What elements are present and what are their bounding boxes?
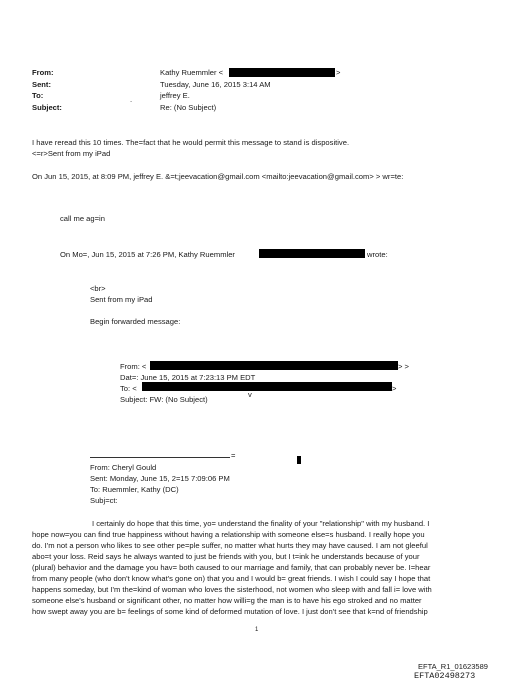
orig-from: From: Cheryl Gould [90,463,157,472]
subject-value: Re: (No Subject) [160,103,217,112]
stray-v: v [248,390,252,399]
fwd-to-suffix: > [392,384,397,393]
quote-header: On Jun 15, 2015, at 8:09 PM, jeffrey E. &=t;jeevacation@gmail.com <mailto:jeevacation@gmail.com> > wr=te: [32,172,404,181]
footer-id-2: EFTA02498273 [414,671,476,681]
page-number: 1 [255,627,259,633]
to-value: jeffrey E. [160,91,190,100]
letter-line: (plural) behavior and the damage you hav= both caused to our marriage and family, that can probably never be. I=hear [32,563,431,572]
sent-label: Sent: [32,80,51,89]
fwd-from: From: < [120,362,147,371]
redaction-mark [297,456,301,464]
letter-line: I certainly do hope that this time, yo= understand the finality of your "relationship" with my husband. I [92,519,430,528]
letter-line: abo=t your loss. Reid says he always wanted to just be friends with you, but I t=ink he understands because of your [32,552,420,561]
sent-from-ipad: Sent from my iPad [90,295,153,304]
quote-header-2: On Mo=, Jun 15, 2015 at 7:26 PM, Kathy Ruemmler [60,250,235,259]
br-tag: <br> [90,284,106,293]
fwd-date: Dat=: June 15, 2015 at 7:23:13 PM EDT [120,373,256,382]
sent-value: Tuesday, June 16, 2015 3:14 AM [160,80,271,89]
letter-line: someone else's husband or significant other, no matter how willi=g the man is to have his ego stroked and no matter [32,596,422,605]
fwd-subject: Subject: FW: (No Subject) [120,395,208,404]
from-label: From: [32,68,54,77]
orig-sent: Sent: Monday, June 15, 2=15 7:09:06 PM [90,474,230,483]
call-me-line: call me ag=in [60,214,105,223]
divider-line [90,457,230,458]
begin-forwarded: Begin forwarded message: [90,317,181,326]
fwd-to: To: < [120,384,137,393]
from-value: Kathy Ruemmler < [160,68,224,77]
letter-line: happens someday, but I'm the=kind of woman who loves the sisterhood, not women who sleep with and fall i= love with [32,585,432,594]
redaction-bar [229,68,335,77]
to-label: To: [32,91,44,100]
body-line-2: <=r>Sent from my iPad [32,149,111,158]
divider-eq: = [231,451,236,460]
from-suffix: > [336,68,341,77]
body-line-1: I have reread this 10 times. The=fact that he would permit this message to stand is dispositive. [32,138,350,147]
redaction-bar [259,249,365,258]
fwd-from-suffix: > > [398,362,409,371]
orig-subject: Subj=ct: [90,496,118,505]
letter-line: do. I'm not a person who likes to see other pe=ple suffer, no matter what hurts they may have caused. I am not gleeful [32,541,428,550]
letter-line: how swept away you are b= feelings of some kind of deformed mutation of love. I just don't see that k=nd of friendship [32,607,428,616]
redaction-bar [142,382,392,391]
subject-label: Subject: [32,103,62,112]
stray-dot: . [130,95,133,104]
orig-to: To: Ruemmler, Kathy (DC) [90,485,179,494]
redaction-bar [150,361,398,370]
letter-line: hope now=you can find true happiness without having a relationship with someone else=s husband. I really hope you [32,530,425,539]
quote-header-2-suffix: wrote: [367,250,388,259]
letter-line: from many people (who don't know what's gone on) that you and I would b= great friends. I wish I could say I hope that [32,574,431,583]
footer-id-1: EFTA_R1_01623589 [418,662,488,671]
